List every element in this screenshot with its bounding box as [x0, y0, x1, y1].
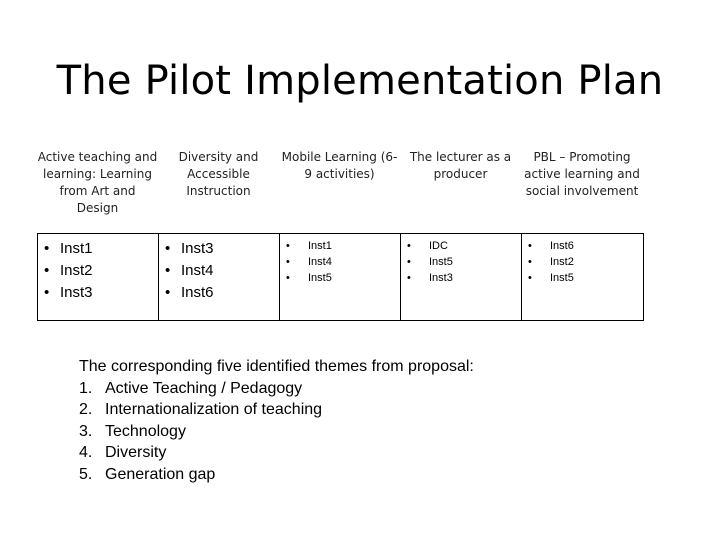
bullet-list [286, 238, 332, 286]
themes-section [79, 356, 474, 485]
list-item [44, 260, 93, 282]
bullet-icon: • [407, 272, 411, 284]
list-item [286, 238, 332, 254]
list-item [165, 282, 214, 304]
themes-list [79, 378, 474, 486]
bullet-icon: • [165, 262, 171, 279]
theme-number: 1. [79, 379, 93, 397]
table-cell-2 [159, 234, 280, 320]
pilot-plan-table [37, 141, 644, 321]
list-item [528, 270, 574, 286]
bullet-icon: • [165, 284, 171, 301]
bullet-list [528, 238, 574, 286]
list-item-label: Inst1 [308, 240, 332, 252]
table-cell-3 [280, 234, 401, 320]
bullet-icon: • [407, 240, 411, 252]
list-item [528, 254, 574, 270]
theme-number: 4. [79, 444, 93, 461]
bullet-list [165, 238, 214, 304]
table-cell-4 [401, 234, 522, 320]
column-header-4: The lecturer as a producer [409, 150, 512, 181]
list-item [44, 282, 93, 304]
theme-text: Active Teaching / Pedagogy [105, 379, 303, 397]
bullet-icon: • [44, 262, 50, 279]
theme-number: 3. [79, 422, 93, 440]
theme-number: 5. [79, 465, 93, 483]
theme-number: 2. [79, 401, 93, 418]
list-item-label: Inst4 [308, 256, 332, 268]
list-item [165, 238, 214, 260]
list-item-label: Inst2 [550, 256, 574, 268]
list-item-label: Inst5 [429, 256, 453, 268]
list-item-label: Inst4 [181, 262, 214, 279]
column-header-1: Active teaching and learning: Learning from Art and Design [37, 150, 158, 215]
table-header-row [37, 141, 644, 233]
bullet-list [407, 238, 453, 286]
bullet-icon: • [528, 240, 532, 252]
slide-title: The Pilot Implementation Plan [56, 58, 664, 104]
bullet-icon: • [286, 256, 290, 268]
list-item [407, 270, 453, 286]
bullet-icon: • [528, 272, 532, 284]
theme-item [79, 464, 474, 486]
theme-item [79, 442, 474, 464]
list-item-label: Inst1 [60, 240, 93, 257]
bullet-icon: • [407, 256, 411, 268]
column-header-3: Mobile Learning (6-9 activities) [281, 150, 398, 181]
table-cell-5 [522, 234, 643, 320]
bullet-list [44, 238, 93, 304]
list-item-label: Inst3 [429, 272, 453, 284]
themes-intro: The corresponding five identified themes from proposal: [79, 358, 474, 375]
list-item-label: Inst2 [60, 262, 93, 279]
table-cell-1 [38, 234, 159, 320]
bullet-icon: • [165, 240, 171, 257]
list-item [44, 238, 93, 260]
theme-item [79, 378, 474, 400]
list-item [286, 254, 332, 270]
list-item-label: Inst5 [550, 272, 574, 284]
theme-text: Internationalization of teaching [105, 401, 323, 418]
list-item [286, 270, 332, 286]
column-header-2: Diversity and Accessible Instruction [178, 150, 259, 198]
theme-item [79, 399, 474, 421]
column-header-5: PBL – Promoting active learning and social involvement [524, 150, 640, 198]
bullet-icon: • [286, 272, 290, 284]
theme-text: Technology [105, 422, 186, 440]
list-item [407, 254, 453, 270]
table-body-row [37, 233, 644, 321]
theme-text: Generation gap [105, 465, 216, 483]
bullet-icon: • [44, 284, 50, 301]
bullet-icon: • [286, 240, 290, 252]
list-item-label: Inst6 [181, 284, 214, 301]
list-item-label: Inst3 [181, 240, 214, 257]
list-item-label: IDC [429, 240, 448, 252]
list-item [165, 260, 214, 282]
list-item [528, 238, 574, 254]
list-item [407, 238, 453, 254]
bullet-icon: • [528, 256, 532, 268]
theme-item [79, 421, 474, 443]
list-item-label: Inst3 [60, 284, 93, 301]
list-item-label: Inst5 [308, 272, 332, 284]
list-item-label: Inst6 [550, 240, 574, 252]
bullet-icon: • [44, 240, 50, 257]
theme-text: Diversity [105, 444, 167, 461]
